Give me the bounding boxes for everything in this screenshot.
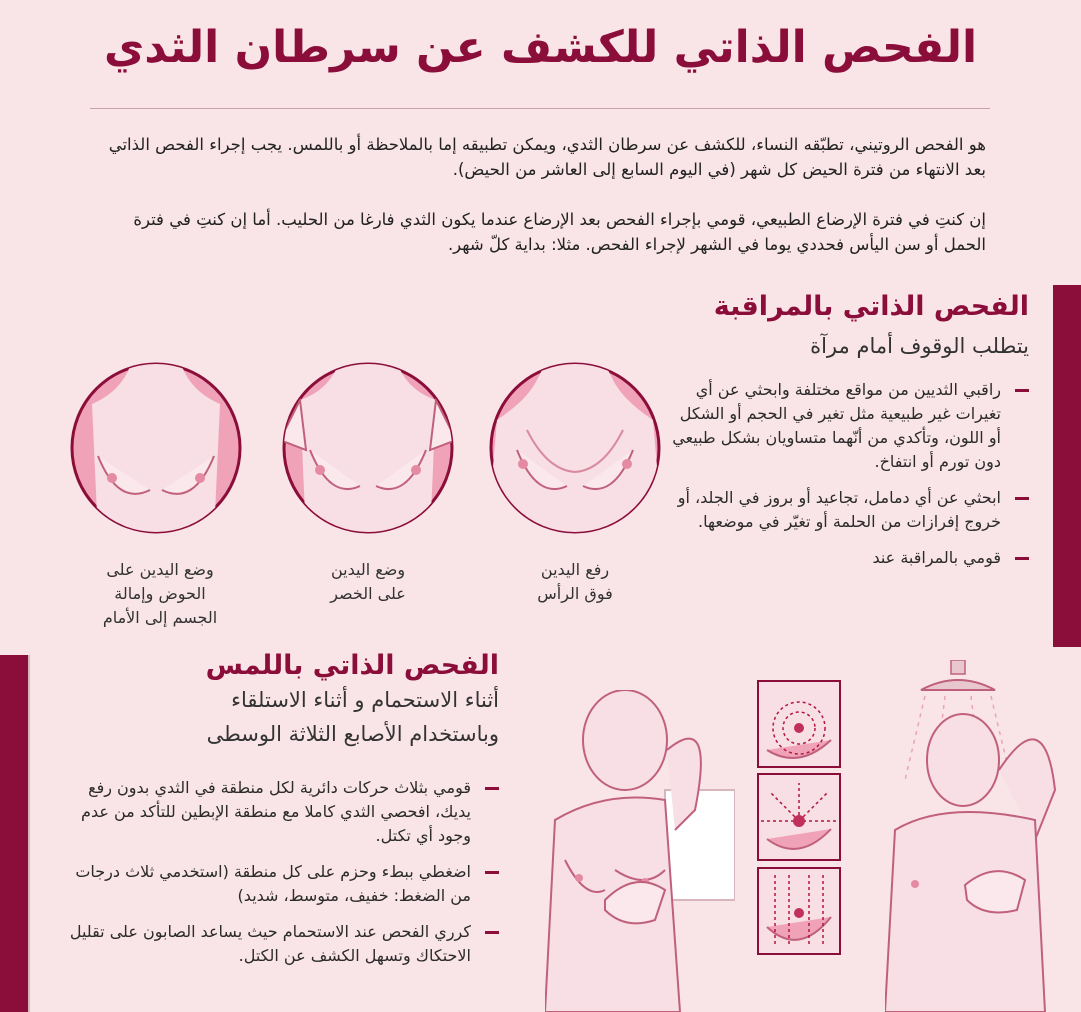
intro-paragraph-2: إن كنتِ في فترة الإرضاع الطبيعي، قومي بإجراء الفحص بعد الإرضاع عندما يكون الثدي فارغا من الحليب. أما إن كنتِ في فترة الحمل أو سن اليأس فحددي يوما في الشهر لإجراء الفحص. مثلا: بداية كلّ شهر.: [133, 210, 986, 254]
dash-bullet-icon: [485, 871, 499, 874]
touch-list: [59, 776, 499, 980]
arms-raised-illustration: [487, 360, 663, 536]
caption-hands-on-waist: وضع اليدين على الخصر: [330, 560, 406, 603]
dash-bullet-icon: [1015, 557, 1029, 560]
section-accent-bar-right: [1053, 285, 1081, 647]
observe-section-subtitle: يتطلب الوقوف أمام مرآة: [810, 334, 1029, 358]
dash-bullet-icon: [485, 931, 499, 934]
radial-pattern-panel: [757, 773, 841, 861]
list-item: راقبي الثديين من مواقع مختلفة وابحثي عن أي تغيرات غير طبيعية مثل تغير في الحجم أو الشكل أو اللون، وتأكدي من أنّهما متساويان بشكل طبيعي دون تورم أو انتفاخ.: [669, 378, 1029, 474]
circular-pattern-panel: [757, 680, 841, 768]
observe-list: [669, 378, 1029, 582]
dash-bullet-icon: [1015, 389, 1029, 392]
page-title: الفحص الذاتي للكشف عن سرطان الثدي: [103, 22, 978, 73]
touch-section-title: الفحص الذاتي باللمس: [205, 650, 499, 681]
title-divider: [90, 108, 990, 109]
dash-bullet-icon: [485, 787, 499, 790]
intro-paragraph-1: هو الفحص الروتيني، تطبّقه النساء، للكشف عن سرطان الثدي، ويمكن تطبيقه إما بالملاحظة أو باللمس. يجب إجراء الفحص الذاتي بعد الانتهاء من فترة الحيض كل شهر (في اليوم السابع إلى العاشر من الحيض).: [108, 135, 986, 179]
section-accent-line-left: [28, 655, 30, 1012]
caption-arms-raised: رفع اليدين فوق الرأس: [537, 560, 613, 603]
dash-bullet-icon: [1015, 497, 1029, 500]
lying-exam-illustration: [545, 690, 735, 1012]
vertical-pattern-panel: [757, 867, 841, 955]
leaning-forward-illustration: [68, 360, 244, 536]
observe-section-title: الفحص الذاتي بالمراقبة: [713, 291, 1029, 322]
touch-section-subtitle-2: وباستخدام الأصابع الثلاثة الوسطى: [206, 722, 499, 746]
list-item: كرري الفحص عند الاستحمام حيث يساعد الصابون على تقليل الاحتكاك وتسهل الكشف عن الكتل.: [59, 920, 499, 968]
hands-on-waist-illustration: [280, 360, 456, 536]
list-item: قومي بثلاث حركات دائرية لكل منطقة في الثدي بدون رفع يديك، افحصي الثدي كاملا مع منطقة الإبطين للتأكد من عدم وجود أي تكتل.: [59, 776, 499, 848]
shower-exam-illustration: [885, 660, 1081, 1012]
list-item: ابحثي عن أي دمامل، تجاعيد أو بروز في الجلد، أو خروج إفرازات من الحلمة أو تغيّر في موضعها.: [669, 486, 1029, 534]
section-accent-bar-left: [0, 655, 28, 1012]
touch-section-subtitle-1: أثناء الاستحمام و أثناء الاستلقاء: [231, 688, 499, 712]
list-item: اضغطي ببطء وحزم على كل منطقة (استخدمي ثلاث درجات من الضغط: خفيف، متوسط، شديد): [59, 860, 499, 908]
list-item: قومي بالمراقبة عند: [669, 546, 1029, 570]
caption-leaning-forward: وضع اليدين على الحوض وإمالة الجسم إلى الأمام: [102, 560, 218, 627]
